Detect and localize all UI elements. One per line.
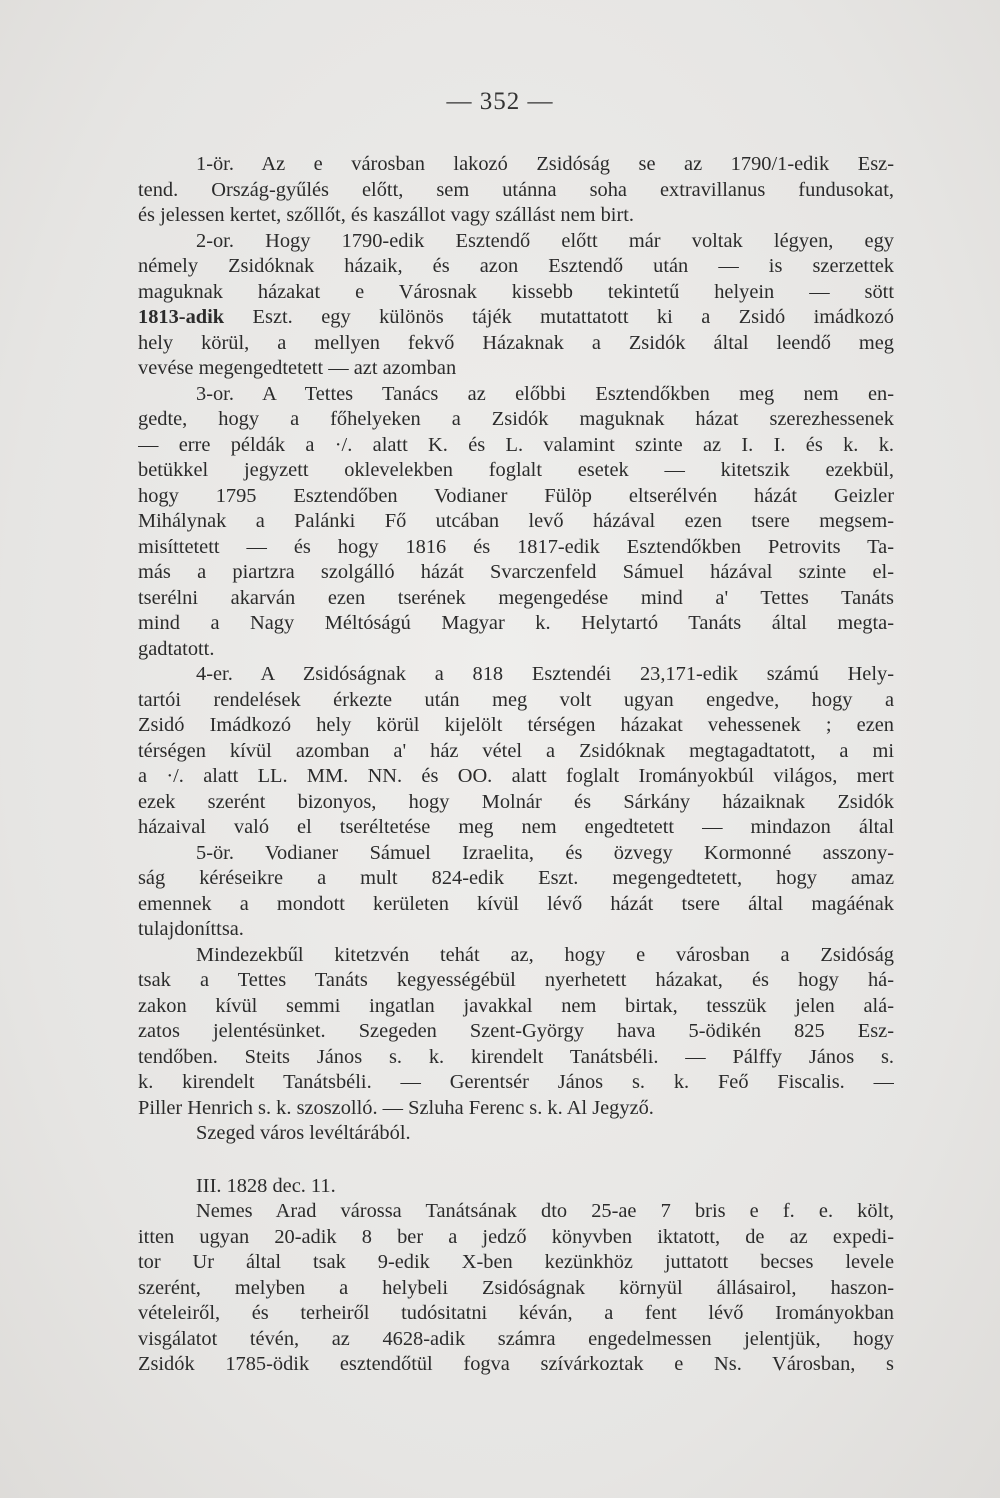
text-line: tserélni akarván ezen tserének megengedése mind a' Tettes Tanáts [138,586,894,609]
text-line: vevése megengedtetett — azt azomban [138,357,457,379]
text-line: visgálatot tévén, az 4628-adik számra engedelmessen jelentjük, hogy [138,1327,894,1350]
text-line: III. 1828 dec. 11. [196,1174,336,1197]
document-body [138,152,894,1378]
text-line: betükkel jegyzett oklevelekben foglalt esetek — kitetszik ezekbül, [138,459,894,481]
text-line: itten ugyan 20-adik 8 ber a jedző könyvben iktatott, de az expedi- [138,1225,894,1248]
text-line: k. kirendelt Tanátsbéli. — Gerentsér János s. k. Feő Fiscalis. — [138,1071,894,1093]
text-line: Piller Henrich s. k. szoszolló. — Szluha Ferenc s. k. Al Jegyző. [138,1096,654,1119]
text-line: mind a Nagy Méltóságú Magyar k. Helytartó Tanáts által megta- [138,612,894,634]
text-line [138,305,894,331]
text-line: a ·/. alatt LL. MM. NN. és OO. alatt foglalt Irományokbúl világos, mert [138,765,894,787]
text-line: tartói rendelések érkezte után meg volt ugyan engedve, hogy a [138,688,894,711]
section-gap [138,1147,894,1174]
text-line: hely körül, a mellyen fekvő Házaknak a Zsidók által leendő meg [138,331,894,354]
text-line: Mihálynak a Palánki Fő utcában levő házával ezen tsere megsem- [138,510,894,532]
text-line: tsak a Tettes Tanáts kegyességébül nyerhetett házakat, és hogy há- [138,969,894,991]
text-line: ság kéréseikre a mult 824-edik Eszt. megengedtetett, hogy amaz [138,867,894,889]
text-line: ezek szerént bizonyos, hogy Molnár és Sárkány házaiknak Zsidók [138,790,894,813]
text-line: térségen kívül azomban a' ház vétel a Zsidóknak megtagadtatott, a mi [138,739,894,762]
text-line: némely Zsidóknak házaik, és azon Esztendő után — is szerzettek [138,255,894,277]
text-span: Eszt. egy különös tájék mutattatott ki a Zsidó imádkozó [224,306,894,328]
text-line: — erre példák a ·/. alatt K. és L. valamint szinte az I. I. és k. k. [138,433,894,456]
text-line: 1-ör. Az e városban lakozó Zsidóság se az 1790/1-edik Esz- [196,153,894,175]
text-line: szerént, melyben a helybeli Zsidóságnak környül állásairol, haszon- [138,1276,894,1299]
text-line: vételeiről, és terheiről tudósitatni kéván, a fent lévő Irományokban [138,1302,894,1324]
text-line: tor Ur által tsak 9-edik X-ben kezünkhöz juttatott becses levele [138,1251,894,1273]
text-line: zatos jelentésünket. Szegeden Szent-György hava 5-ödikén 825 Esz- [138,1020,894,1042]
text-line: Nemes Arad várossa Tanátsának dto 25-ae 7 bris e f. e. költ, [196,1200,894,1222]
text-line: más a piartzra szolgálló házát Svarczenfeld Sámuel házával szinte el- [138,561,894,583]
bold-year: 1813-adik [138,306,225,328]
text-line: emennek a mondott kerületen kívül lévő házát tsere által magáénak [138,892,894,915]
text-line: zakon kívül semmi ingatlan javakkal nem birtak, tesszük jelen alá- [138,994,894,1017]
page-number: — 352 — [446,88,554,115]
text-line: házaival való el tseréltetése meg nem engedtetett — mindazon által [138,816,894,838]
text-line: Mindezekbűl kitetzvén tehát az, hogy e városban a Zsidóság [196,943,894,966]
text-line: Szeged város levéltárából. [196,1122,411,1144]
text-line: Zsidók 1785-ödik esztendőtül fogva szívárkoztak e Ns. Városban, s [138,1353,894,1375]
text-line: 3-or. A Tettes Tanács az előbbi Esztendőkben meg nem en- [196,382,894,405]
text-line: maguknak házakat e Városnak kissebb tekintetű helyein — sött [138,280,894,303]
text-line: Zsidó Imádkozó hely körül kijelölt térségen házakat vehessenek ; ezen [138,714,894,736]
text-line: misíttetett — és hogy 1816 és 1817-edik Esztendőkben Petrovits Ta- [138,535,894,558]
text-line: és jelessen kertet, szőllőt, és kaszállot vagy szállást nem birt. [138,204,635,226]
text-line: 2-or. Hogy 1790-edik Esztendő előtt már voltak légyen, egy [196,229,894,252]
text-line: tend. Ország-gyűlés előtt, sem utánna soha extravillanus fundusokat, [138,178,894,201]
text-line: gedte, hogy a főhelyeken a Zsidók maguknak házat szerezhessenek [138,408,894,430]
text-line: tendőben. Steits János s. k. kirendelt Tanátsbéli. — Pálffy János s. [138,1045,894,1068]
text-line: 5-ör. Vodianer Sámuel Izraelita, és özvegy Kormonné asszony- [196,841,894,864]
text-line: gadtatott. [138,637,215,660]
text-line: tulajdoníttsa. [138,918,244,940]
text-line: 4-er. A Zsidóságnak a 818 Esztendéi 23,171-edik számú Hely- [196,663,894,685]
text-line: hogy 1795 Esztendőben Vodianer Fülöp eltserélvén házát Geizler [138,484,894,507]
